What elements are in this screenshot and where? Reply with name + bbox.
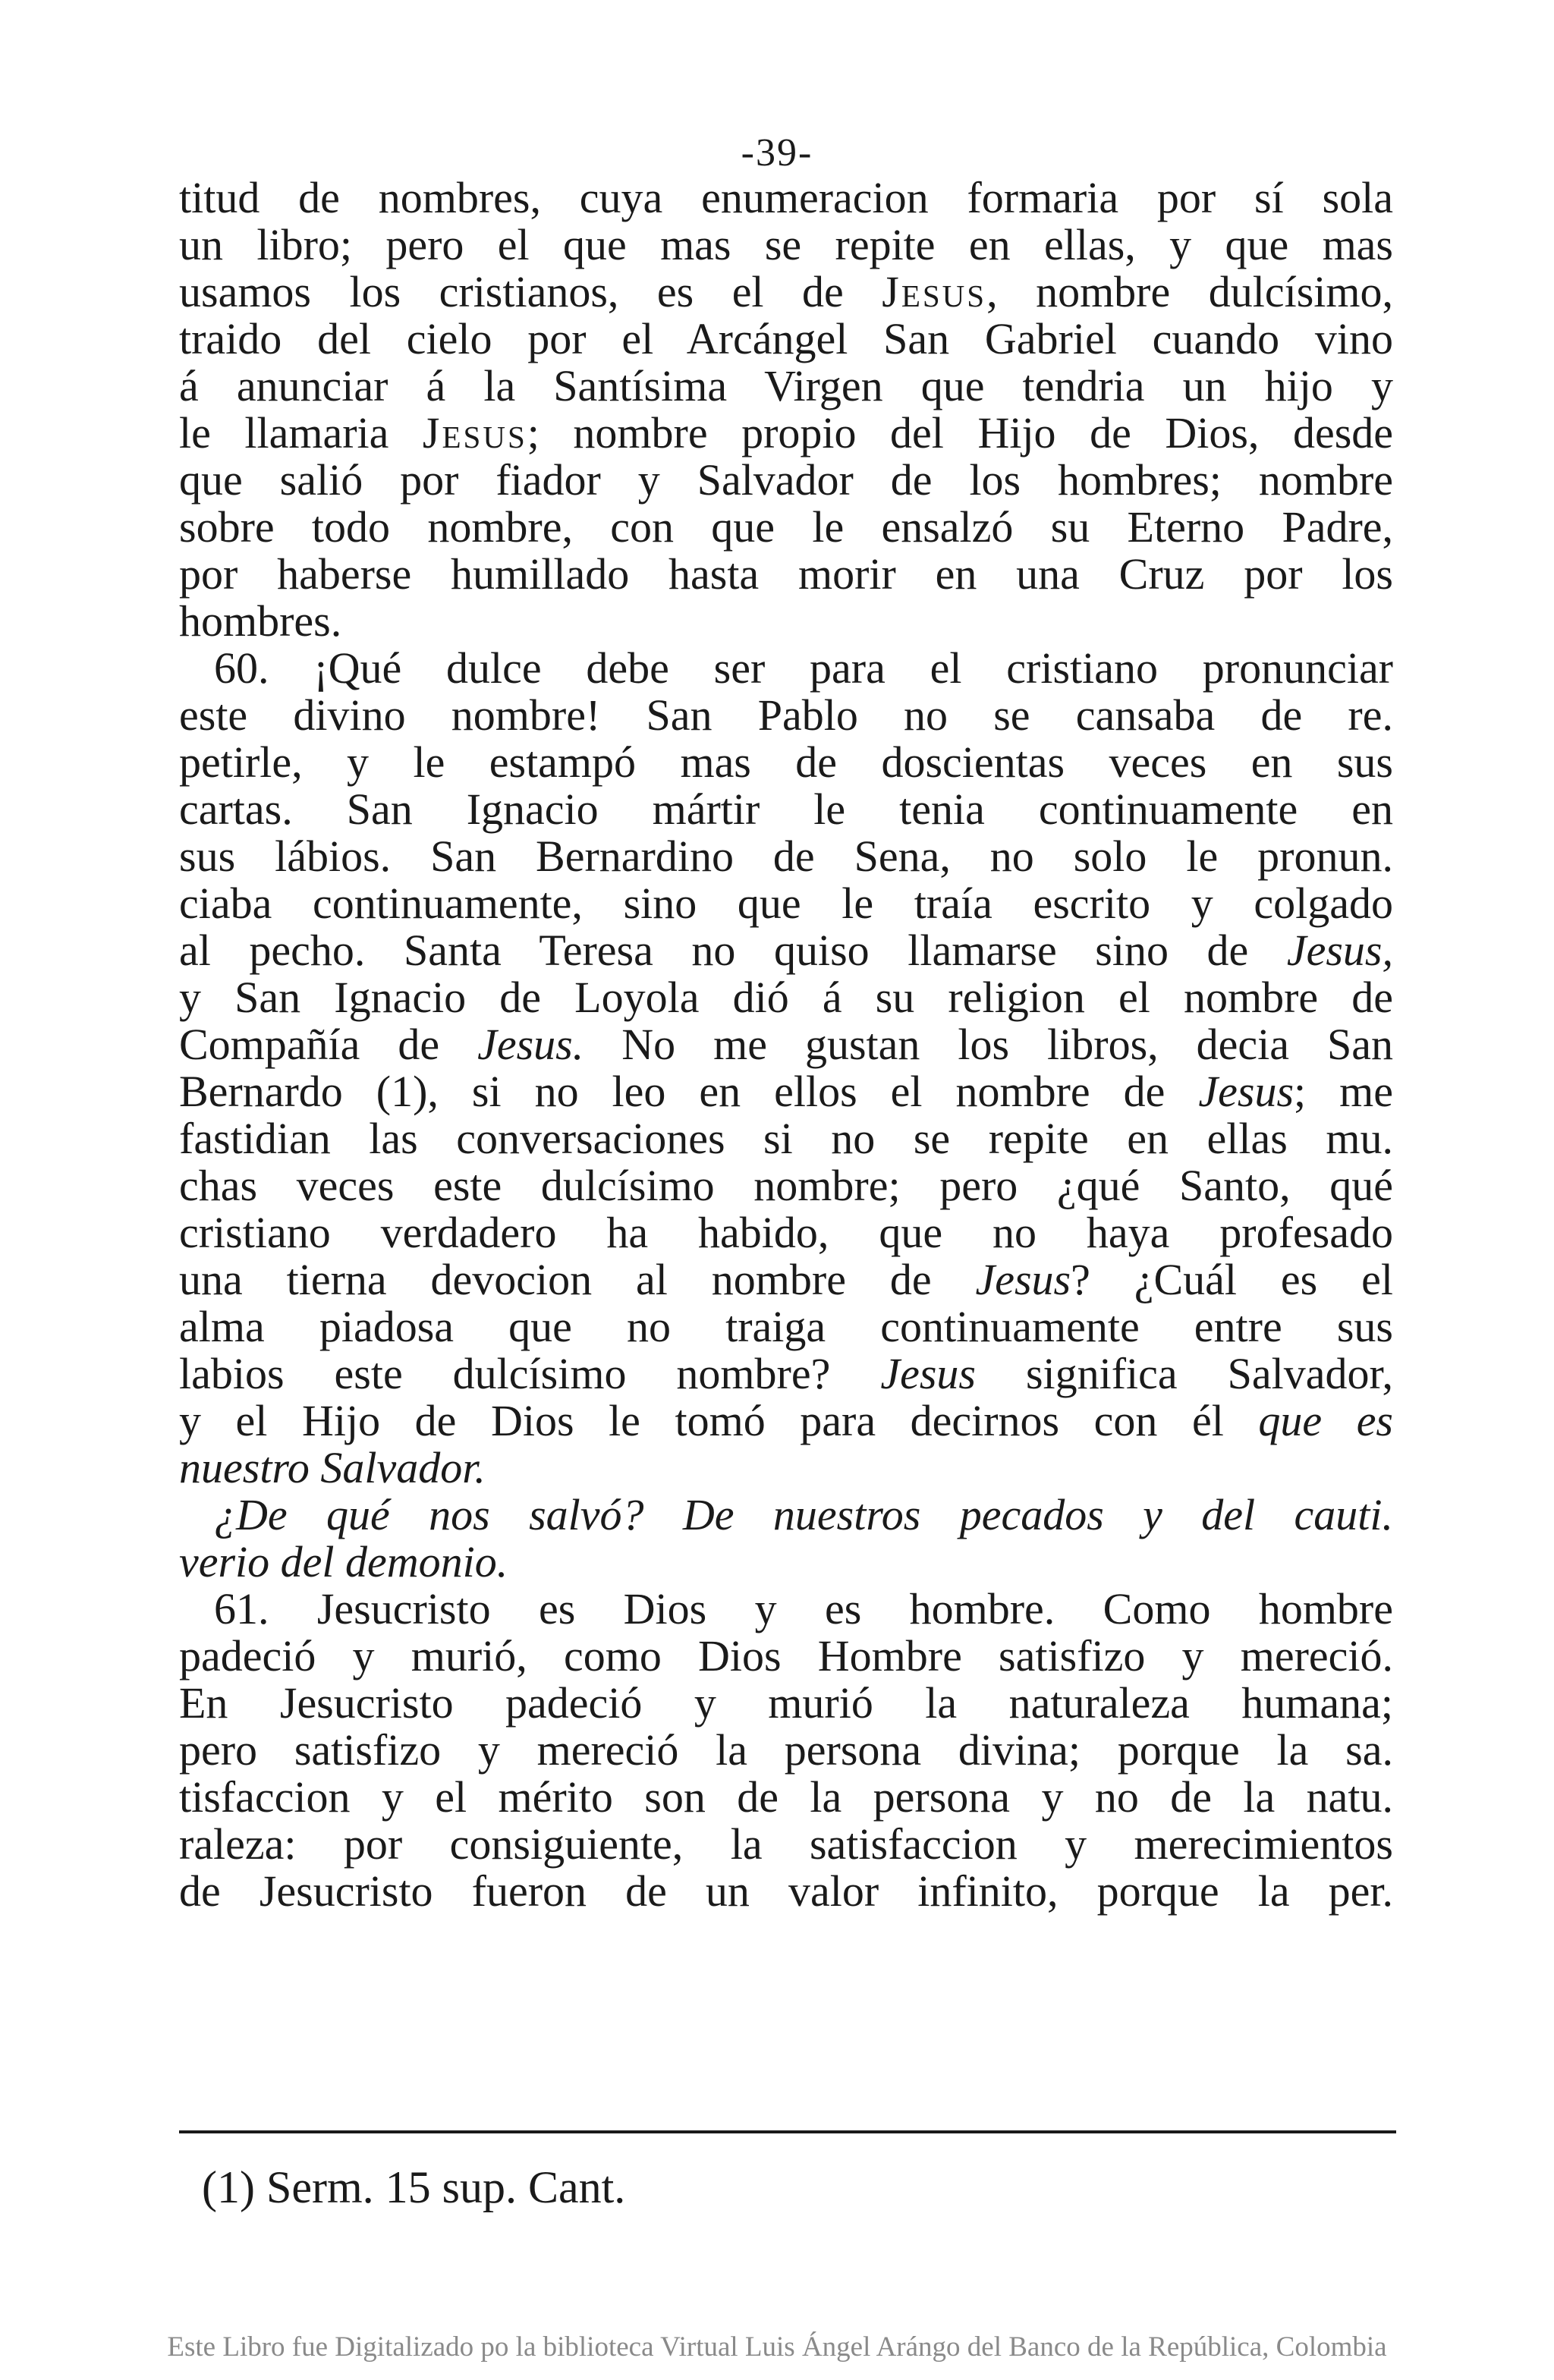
italic-text: Jesus (975, 1255, 1071, 1304)
text-segment: cartas. San Ignacio mártir le tenia continuamente en (179, 784, 1393, 834)
text-segment: labios este dulcísimo nombre? (179, 1349, 881, 1398)
text-line (179, 269, 1393, 316)
text-segment: No me gustan los libros, decia San (584, 1020, 1393, 1069)
text-line (179, 1445, 1393, 1492)
body-text (179, 174, 1393, 1915)
text-line (179, 316, 1393, 363)
text-segment: ; me (1294, 1067, 1393, 1116)
text-segment: ; nombre propio del Hijo de Dios, desde (527, 408, 1394, 457)
text-line (179, 1680, 1393, 1727)
text-segment: por haberse humillado hasta morir en una Cruz por los (179, 549, 1393, 599)
text-line (179, 1021, 1393, 1068)
text-line (179, 927, 1393, 974)
italic-text: Jesus. (477, 1020, 584, 1069)
italic-text: verio del demonio. (179, 1537, 508, 1586)
text-segment: á anunciar á la Santísima Virgen que tendria un hijo y (179, 361, 1393, 410)
text-line (179, 1774, 1393, 1821)
digitization-notice: Este Libro fue Digitalizado po la biblioteca Virtual Luis Ángel Arángo del Banco de la República, Colombia (167, 2331, 1387, 2363)
text-segment: hombres. (179, 596, 342, 646)
text-segment: chas veces este dulcísimo nombre; pero ¿qué Santo, qué (179, 1161, 1393, 1210)
page-number: -39- (741, 131, 813, 174)
text-line (179, 1492, 1393, 1539)
text-segment: un libro; pero el que mas se repite en ellas, y que mas (179, 220, 1393, 269)
text-segment: En Jesucristo padeció y murió la naturaleza humana; (179, 1678, 1393, 1728)
text-line (179, 833, 1393, 880)
text-line (179, 1398, 1393, 1445)
text-segment: Compañía de (179, 1020, 478, 1069)
text-line (179, 598, 1393, 645)
text-segment: 60. ¡Qué dulce debe ser para el cristiano pronunciar (214, 643, 1393, 693)
text-line (179, 457, 1393, 504)
text-segment: ciaba continuamente, sino que le traía escrito y colgado (179, 879, 1393, 928)
text-segment: traido del cielo por el Arcángel San Gabriel cuando vino (179, 314, 1393, 363)
text-line (179, 1256, 1393, 1303)
text-line (179, 174, 1393, 222)
small-caps-word: Jesus (882, 267, 987, 316)
text-segment: , nombre dulcísimo, (986, 267, 1393, 316)
text-line (179, 880, 1393, 927)
text-segment: tisfaccion y el mérito son de la persona y no de la natu. (179, 1772, 1393, 1822)
small-caps-word: Jesus (422, 408, 527, 457)
italic-text: Jesus, (1286, 926, 1393, 975)
text-line (179, 1115, 1393, 1162)
text-segment: alma piadosa que no traiga continuamente entre sus (179, 1302, 1393, 1351)
italic-text: nuestro Salvador. (179, 1443, 486, 1492)
text-line (179, 504, 1393, 551)
text-segment: cristiano verdadero ha habido, que no haya profesado (179, 1208, 1393, 1257)
text-line (179, 739, 1393, 786)
text-segment: que salió por fiador y Salvador de los hombres; nombre (179, 455, 1393, 505)
italic-text: Jesus (1198, 1067, 1294, 1116)
text-line (179, 1162, 1393, 1209)
text-line (179, 645, 1393, 692)
text-segment: le llamaria (179, 408, 423, 457)
text-segment: y San Ignacio de Loyola dió á su religion el nombre de (179, 973, 1393, 1022)
text-line (179, 410, 1393, 457)
text-segment: sus lábios. San Bernardino de Sena, no solo le pronun. (179, 832, 1393, 881)
text-segment: petirle, y le estampó mas de doscientas veces en sus (179, 737, 1393, 787)
text-line (179, 786, 1393, 833)
text-segment: al pecho. Santa Teresa no quiso llamarse sino de (179, 926, 1287, 975)
text-line (179, 1350, 1393, 1398)
italic-text: Jesus (880, 1349, 976, 1398)
italic-text: ¿De qué nos salvó? De nuestros pecados y del cauti. (214, 1490, 1393, 1539)
text-line (179, 1868, 1393, 1915)
text-segment: de Jesucristo fueron de un valor infinito, porque la per. (179, 1866, 1393, 1916)
footnote-rule (179, 2130, 1396, 2133)
text-line (179, 974, 1393, 1021)
text-segment: significa Salvador, (975, 1349, 1393, 1398)
text-line (179, 1586, 1393, 1633)
text-segment: y el Hijo de Dios le tomó para decirnos con él (179, 1396, 1259, 1445)
text-segment: padeció y murió, como Dios Hombre satisfizo y mereció. (179, 1631, 1393, 1680)
text-segment: usamos los cristianos, es el de (179, 267, 882, 316)
footnote: (1) Serm. 15 sup. Cant. (202, 2162, 626, 2212)
text-segment: 61. Jesucristo es Dios y es hombre. Como hombre (214, 1584, 1393, 1633)
text-segment: este divino nombre! San Pablo no se cansaba de re. (179, 690, 1393, 740)
text-line (179, 1821, 1393, 1868)
text-line (179, 1303, 1393, 1350)
text-line (179, 1539, 1393, 1586)
text-segment: sobre todo nombre, con que le ensalzó su Eterno Padre, (179, 502, 1393, 552)
text-line (179, 551, 1393, 598)
text-segment: titud de nombres, cuya enumeracion formaria por sí sola (179, 173, 1393, 222)
text-segment: una tierna devocion al nombre de (179, 1255, 976, 1304)
text-line (179, 1068, 1393, 1115)
italic-text: que es (1258, 1396, 1394, 1445)
text-line (179, 1633, 1393, 1680)
text-segment: pero satisfizo y mereció la persona divina; porque la sa. (179, 1725, 1393, 1775)
text-segment: raleza: por consiguiente, la satisfaccion y merecimientos (179, 1819, 1393, 1869)
text-segment: fastidian las conversaciones si no se repite en ellas mu. (179, 1114, 1393, 1163)
text-line (179, 692, 1393, 739)
text-line (179, 1727, 1393, 1774)
text-line (179, 1209, 1393, 1256)
text-line (179, 222, 1393, 269)
text-segment: Bernardo (1), si no leo en ellos el nombre de (179, 1067, 1199, 1116)
text-segment: ? ¿Cuál es el (1071, 1255, 1393, 1304)
text-line (179, 363, 1393, 410)
